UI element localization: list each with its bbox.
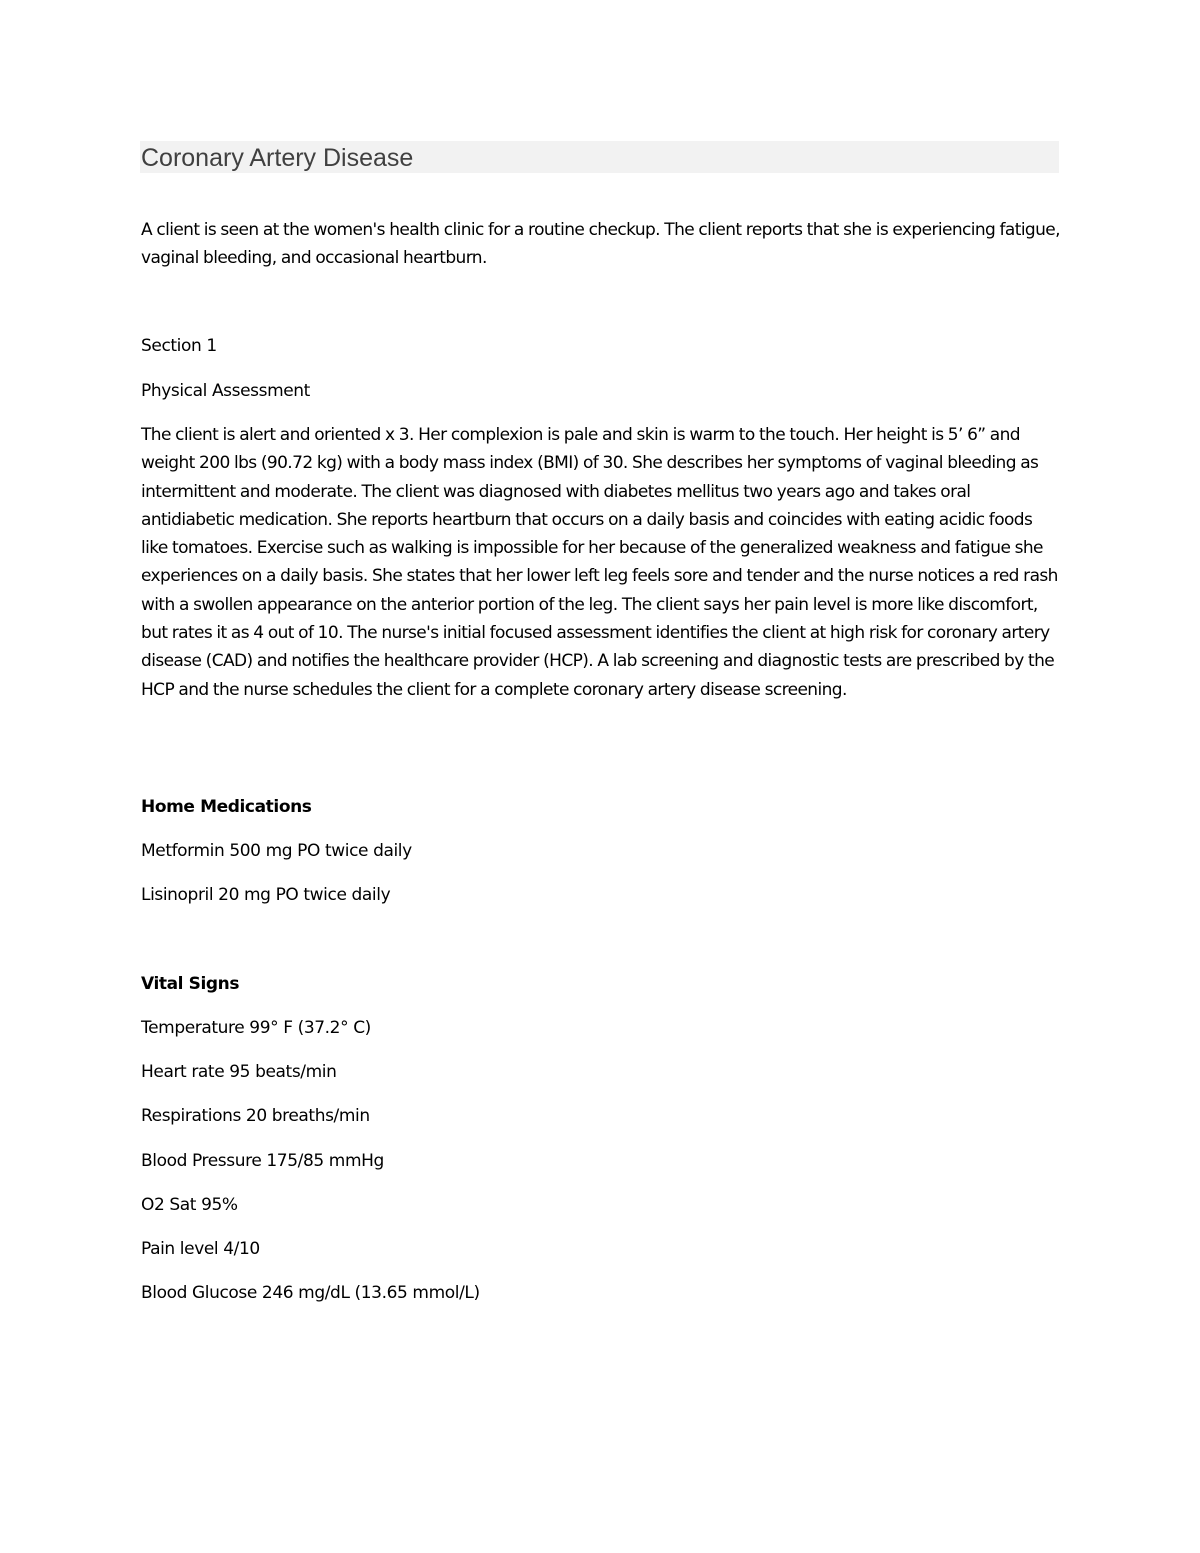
medication-item-lisinopril: Lisinopril 20 mg PO twice daily [141, 885, 391, 905]
vital-o2-sat: O2 Sat 95% [141, 1195, 238, 1215]
vital-blood-pressure: Blood Pressure 175/85 mmHg [141, 1151, 384, 1171]
assessment-heading: Physical Assessment [141, 381, 310, 401]
vitals-heading: Vital Signs [141, 974, 240, 994]
vital-temperature: Temperature 99° F (37.2° C) [141, 1018, 371, 1038]
vital-respirations: Respirations 20 breaths/min [141, 1106, 370, 1126]
intro-paragraph: A client is seen at the women's health clinic for a routine checkup. The client reports that she is experiencing fatigue, vaginal bleeding, and occasional heartburn. [141, 220, 1060, 269]
medications-heading: Home Medications [141, 797, 312, 817]
document-title: Coronary Artery Disease [141, 144, 414, 172]
vital-pain-level: Pain level 4/10 [141, 1239, 260, 1259]
vital-heart-rate: Heart rate 95 beats/min [141, 1062, 337, 1082]
section-label: Section 1 [141, 336, 217, 356]
vital-blood-glucose: Blood Glucose 246 mg/dL (13.65 mmol/L) [141, 1283, 480, 1303]
assessment-paragraph: The client is alert and oriented x 3. Her complexion is pale and skin is warm to the touch. Her height is 5’ 6” and weight 200 lbs (90.72 kg) with a body mass index (BMI) of 30. She describes her symptoms of vaginal bleeding as intermittent and moderate. The client was diagnosed with diabetes mellitus two years ago and takes oral antidiabetic medication. She reports heartburn that occurs on a daily basis and coincides with eating acidic foods like tomatoes. Exercise such as walking is impossible for her because of the generalized weakness and fatigue she experiences on a daily basis. She states that her lower left leg feels sore and tender and the nurse notices a red rash with a swollen appearance on the anterior portion of the leg. The client says her pain level is more like discomfort, but rates it as 4 out of 10. The nurse's initial focused assessment identifies the client at high risk for coronary artery disease (CAD) and notifies the healthcare provider (HCP). A lab screening and diagnostic tests are prescribed by the HCP and the nurse schedules the client for a complete coronary artery disease screening. [141, 425, 1058, 700]
medication-item-metformin: Metformin 500 mg PO twice daily [141, 841, 412, 861]
